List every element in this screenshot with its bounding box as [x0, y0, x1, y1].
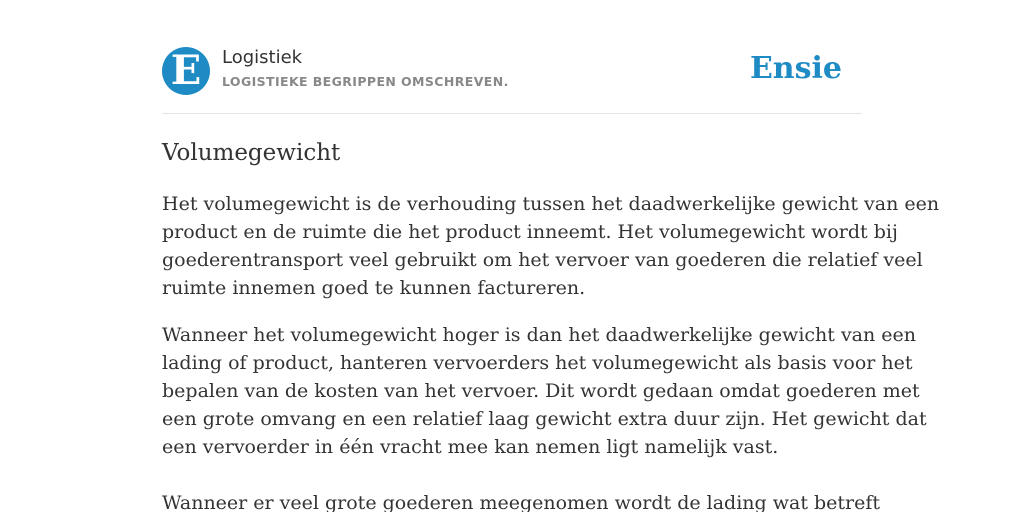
text-line: product en de ruimte die het product inneemt. Het volumegewicht wordt bij	[162, 221, 898, 243]
text-line: ruimte innemen goed te kunnen factureren.	[162, 277, 586, 299]
article-title: Volumegewicht	[162, 140, 341, 166]
line-break	[162, 461, 862, 489]
text-line: lading of product, hanteren vervoerders het volumegewicht als basis voor het	[162, 352, 913, 374]
ensie-brand-link[interactable]: Ensie	[749, 51, 842, 86]
content-container	[162, 0, 940, 512]
text-line: Wanneer er veel grote goederen meegenomen wordt de lading wat betreft	[162, 492, 881, 512]
site-logo-icon[interactable]: E	[162, 47, 210, 95]
text-line: bepalen van de kosten van het vervoer. Dit wordt gedaan omdat goederen met	[162, 380, 920, 402]
site-header	[162, 0, 862, 114]
article-body	[162, 190, 940, 512]
text-line: Wanneer het volumegewicht hoger is dan het daadwerkelijke gewicht van een	[162, 324, 917, 346]
paragraph-2	[162, 321, 927, 512]
text-line: goederentransport veel gebruikt om het vervoer van goederen die relatief veel	[162, 249, 923, 271]
site-tagline: LOGISTIEKE BEGRIPPEN OMSCHREVEN.	[222, 74, 509, 89]
text-line: een vervoerder in één vracht mee kan nemen ligt namelijk vast.	[162, 436, 779, 458]
paragraph-1	[162, 190, 940, 302]
text-line: een grote omvang en een relatief laag gewicht extra duur zijn. Het gewicht dat	[162, 408, 927, 430]
text-line: Het volumegewicht is de verhouding tussen het daadwerkelijke gewicht van een	[162, 193, 940, 215]
site-title[interactable]: Logistiek	[222, 47, 303, 68]
